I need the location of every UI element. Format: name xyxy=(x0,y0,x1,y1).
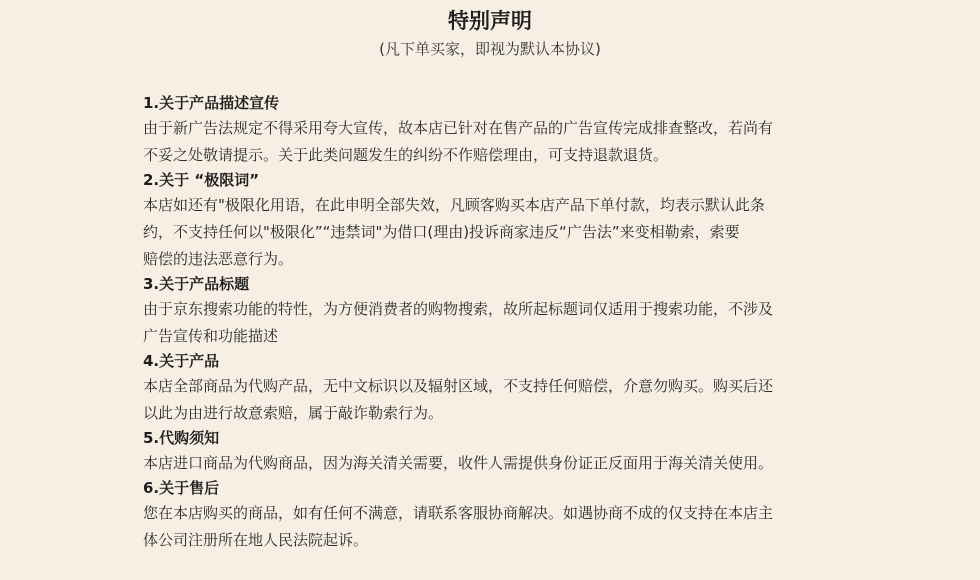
text-line: 由于新广告法规定不得采用夸大宣传，故本店已针对在售产品的广告宣传完成排查整改，若尚有 xyxy=(143,119,774,137)
section-text xyxy=(143,115,855,169)
section-text xyxy=(143,373,855,427)
statement-body xyxy=(143,92,855,554)
section-product-title xyxy=(143,273,855,350)
text-line: 您在本店购买的商品，如有任何不满意，请联系客服协商解决。如遇协商不成的仅支持在本店主 xyxy=(143,504,774,522)
section-products xyxy=(143,350,855,427)
section-heading: 2.关于 “极限词” xyxy=(143,171,260,189)
section-after-sales xyxy=(143,477,855,554)
page-subtitle: (凡下单买家，即视为默认本协议) xyxy=(379,40,601,58)
text-line: 体公司注册所在地人民法院起诉。 xyxy=(143,531,369,549)
text-line: 本店全部商品为代购产品，无中文标识以及辐射区域，不支持任何赔偿，介意勿购买。购买后还 xyxy=(143,377,774,395)
text-line: 广告宣传和功能描述 xyxy=(143,327,279,345)
section-heading: 3.关于产品标题 xyxy=(143,275,250,293)
section-product-description xyxy=(143,92,855,169)
text-line: 赔偿的违法恶意行为。 xyxy=(143,250,294,268)
section-text xyxy=(143,500,855,554)
section-heading: 5.代购须知 xyxy=(143,429,220,447)
section-heading: 6.关于售后 xyxy=(143,479,220,497)
text-line: 本店进口商品为代购商品，因为海关清关需要，收件人需提供身份证正反面用于海关清关使用。 xyxy=(143,454,774,472)
text-line: 以此为由进行故意索赔，属于敲诈勒索行为。 xyxy=(143,404,444,422)
section-text xyxy=(143,192,855,273)
section-text xyxy=(143,296,855,350)
text-line: 不妥之处敬请提示。关于此类问题发生的纠纷不作赔偿理由，可支持退款退货。 xyxy=(143,146,669,164)
section-text xyxy=(143,450,855,477)
page-title: 特别声明 xyxy=(448,9,532,33)
text-line: 本店如还有"极限化用语，在此申明全部失效，凡顾客购买本店产品下单付款，均表示默认此条 xyxy=(143,196,765,214)
section-extreme-words xyxy=(143,169,855,273)
section-purchasing-notice xyxy=(143,427,855,477)
text-line: 由于京东搜索功能的特性，为方便消费者的购物搜索，故所起标题词仅适用于搜索功能，不涉及 xyxy=(143,300,774,318)
text-line: 约，不支持任何以"极限化”“违禁词"为借口(理由)投诉商家违反“广告法”来变相勒索，索要 xyxy=(143,223,740,241)
section-heading: 1.关于产品描述宣传 xyxy=(143,94,280,112)
section-heading: 4.关于产品 xyxy=(143,352,220,370)
